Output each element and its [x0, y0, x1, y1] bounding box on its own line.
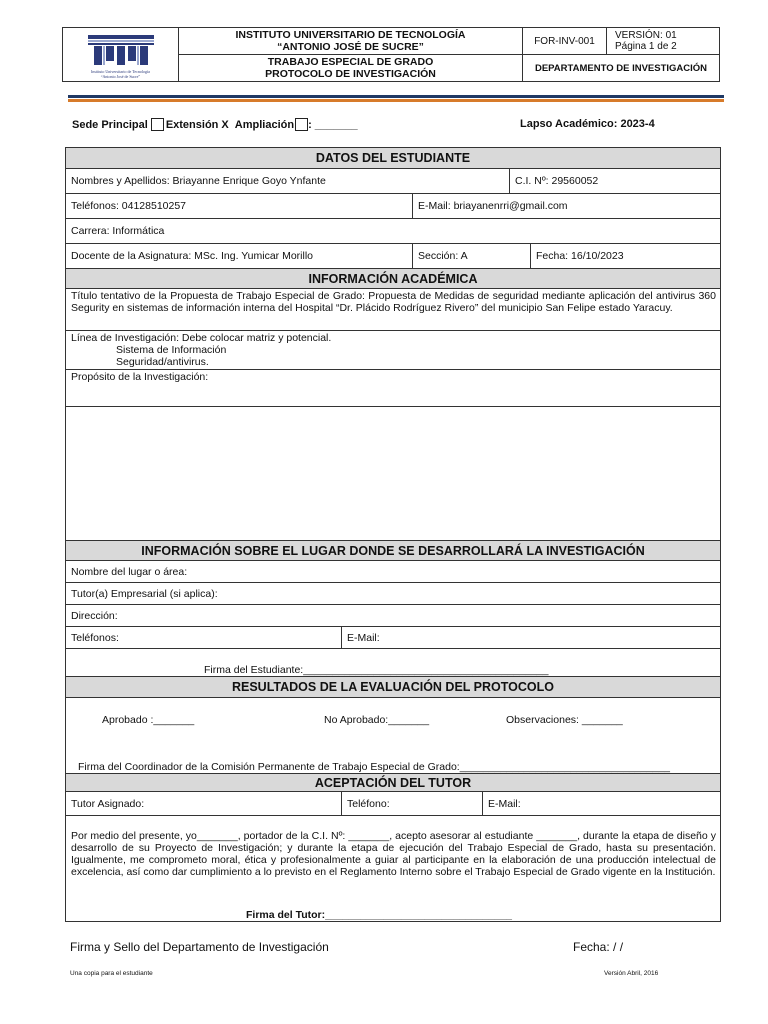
business-tutor[interactable]: Tutor(a) Empresarial (si aplica): [71, 587, 218, 600]
campus-selection [72, 118, 358, 131]
form-date[interactable]: Fecha: 16/10/2023 [530, 244, 720, 268]
campus-principal-label: Sede Principal [72, 118, 148, 131]
campus-extension-label: Extensión X [165, 118, 229, 131]
approved-field[interactable]: Aprobado :_______ [102, 714, 195, 726]
campus-ampliacion-blank: : _______ [308, 118, 358, 131]
form-code: FOR-INV-001 [523, 28, 607, 54]
tutor-phone[interactable]: Teléfono: [341, 792, 482, 815]
teacher-name[interactable]: Docente de la Asignatura: MSc. Ing. Yumicar Morillo [71, 250, 314, 262]
department-name: DEPARTAMENTO DE INVESTIGACIÓN [534, 62, 708, 74]
tutor-email[interactable]: E-Mail: [482, 792, 720, 815]
proposal-title[interactable]: Título tentativo de la Propuesta de Trabajo Especial de Grado: Propuesta de Medidas de seguridad mediante aplicación del antivirus 360 Segurity en sistemas de información interna del Hospital “Dr. Plácido Rodríguez Rivero” del municipio San Felipe estado Yaracuy. [71, 290, 716, 314]
coordinator-signature[interactable]: Firma del Coordinador de la Comisión Permanente de Trabajo Especial de Grado:____________________________________ [78, 761, 670, 773]
campus-ampliacion-label: Ampliación [234, 118, 295, 131]
institute-logo-icon [86, 33, 156, 67]
student-signature[interactable]: Firma del Estudiante:__________________________________________ [204, 664, 549, 676]
research-purpose[interactable]: Propósito de la Investigación: [71, 371, 209, 383]
protocol-form [65, 147, 721, 922]
evaluation-section-title: RESULTADOS DE LA EVALUACIÓN DEL PROTOCOLO [66, 677, 720, 697]
document-header [62, 27, 720, 82]
header-rule-blue [68, 95, 724, 98]
campus-principal-checkbox[interactable] [151, 118, 164, 131]
copy-note: Una copia para el estudiante [70, 970, 153, 977]
class-section[interactable]: Sección: A [412, 244, 530, 268]
academic-period: Lapso Académico: 2023-4 [520, 118, 655, 130]
place-address[interactable]: Dirección: [71, 609, 118, 622]
student-career[interactable]: Carrera: Informática [71, 225, 165, 237]
research-purpose-area[interactable] [66, 407, 720, 540]
header-meta [523, 28, 719, 81]
version-note: Versión Abril, 2016 [604, 970, 659, 977]
document-title: TRABAJO ESPECIAL DE GRADO PROTOCOLO DE INVESTIGACIÓN [265, 56, 436, 80]
student-email[interactable]: E-Mail: briayanenrri@gmail.com [412, 194, 720, 218]
department-signature[interactable]: Firma y Sello del Departamento de Investigación [70, 940, 329, 954]
version-info: VERSIÓN: 01 Página 1 de 2 [615, 30, 677, 52]
tutor-section-title: ACEPTACIÓN DEL TUTOR [66, 774, 720, 791]
place-name[interactable]: Nombre del lugar o área: [71, 565, 188, 578]
academic-section-title: INFORMACIÓN ACADÉMICA [66, 269, 720, 288]
assigned-tutor[interactable]: Tutor Asignado: [71, 797, 145, 810]
header-titles [179, 28, 523, 81]
student-ci[interactable]: C.I. Nº: 29560052 [509, 169, 720, 193]
place-email[interactable]: E-Mail: [341, 627, 720, 648]
tutor-signature[interactable]: Firma del Tutor:________________________________ [246, 909, 513, 921]
logo-caption: Instituto Universitario de Tecnología “Antonio José de Sucre” [91, 69, 150, 79]
place-phones[interactable]: Teléfonos: [71, 631, 119, 644]
not-approved-field[interactable]: No Aprobado:_______ [324, 714, 430, 726]
student-section-title: DATOS DEL ESTUDIANTE [66, 148, 720, 168]
campus-ampliacion-checkbox[interactable] [295, 118, 308, 131]
department-date[interactable]: Fecha: / / [573, 940, 624, 954]
student-names[interactable]: Nombres y Apellidos: Briayanne Enrique Goyo Ynfante [71, 175, 326, 187]
student-phones[interactable]: Teléfonos: 04128510257 [71, 200, 187, 212]
research-line[interactable]: Línea de Investigación: Debe colocar matriz y potencial. Sistema de Información Seguridad/antivirus. [71, 332, 332, 368]
observations-field[interactable]: Observaciones: _______ [506, 714, 623, 726]
place-section-title: INFORMACIÓN SOBRE EL LUGAR DONDE SE DESARROLLARÁ LA INVESTIGACIÓN [66, 541, 720, 560]
institute-logo [63, 28, 179, 81]
header-rule-orange [68, 99, 724, 102]
institute-name: INSTITUTO UNIVERSITARIO DE TECNOLOGÍA “ANTONIO JOSÉ DE SUCRE” [179, 28, 522, 55]
tutor-statement: Por medio del presente, yo_______, portador de la C.I. Nº: _______, acepto asesorar al estudiante _______, durante la etapa de diseño y desarrollo de su Proyecto de Investigación; y durante la etapa de ejecución del Trabajo Especial de Grado, hasta su presentación. Igualmente, me comprometo moral, ética y profesionalmente a guiar al participante en la elaboración de una producción intelectual de excelencia, así como dar cumplimiento a lo previsto en el Reglamento Interno sobre el Trabajo Especial de Grado vigente en la Institución. [71, 830, 716, 878]
